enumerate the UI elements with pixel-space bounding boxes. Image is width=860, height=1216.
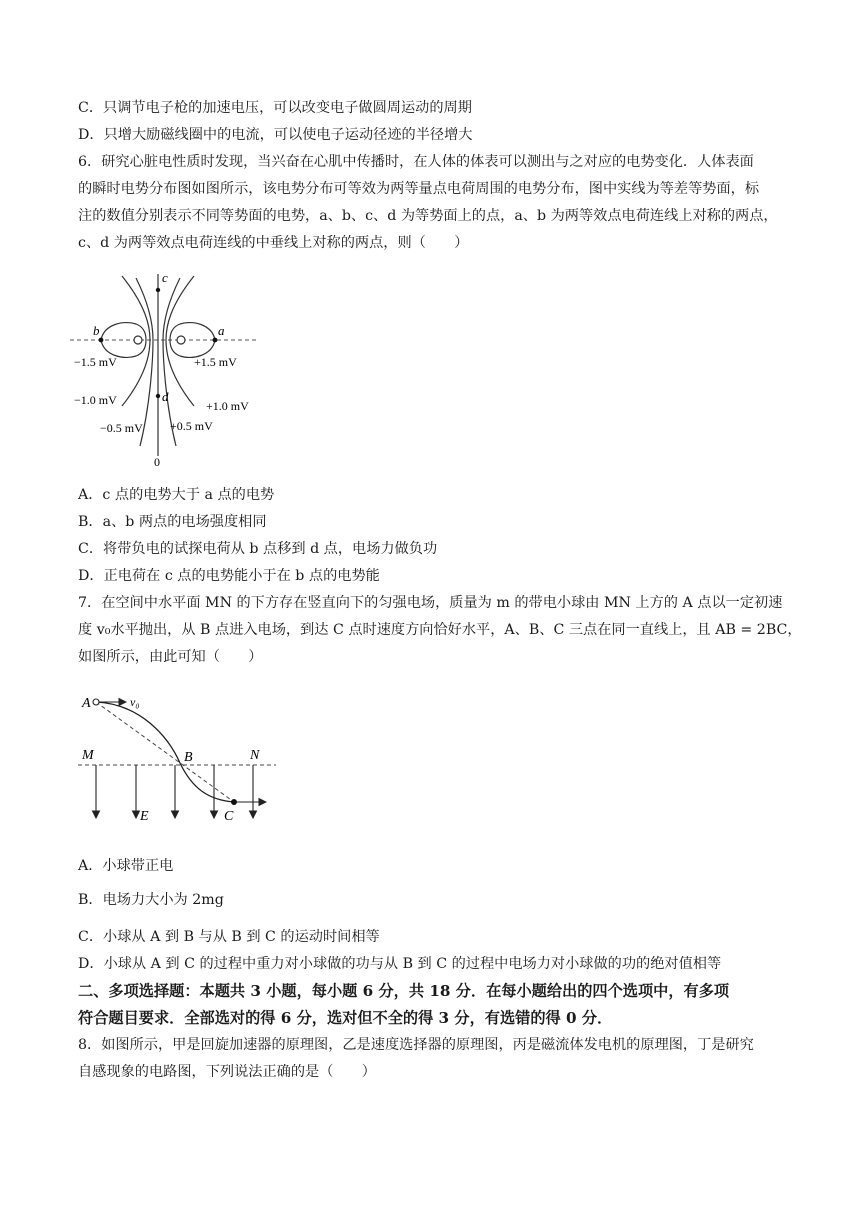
q6-option-d: D．正电荷在 c 点的电势能小于在 b 点的电势能 — [78, 568, 380, 584]
label-v0: v₀ — [130, 695, 140, 709]
label-M: M — [82, 748, 94, 763]
point-a — [213, 338, 218, 343]
label-d: d — [162, 389, 169, 404]
q6-stem-line-4: c、d 为两等效点电荷连线的中垂线上对称的两点，则（ ） — [78, 235, 469, 251]
point-c — [156, 288, 160, 292]
q7-stem-line-1: 7．在空间中水平面 MN 的下方存在竖直向下的匀强电场，质量为 m 的带电小球由 MN 上方的 A 点以一定初速 — [78, 595, 783, 611]
label-B: B — [184, 750, 193, 765]
point-d — [156, 394, 160, 398]
label-minus-1-5: −1.5 mV — [74, 355, 117, 369]
point-a — [93, 699, 99, 705]
label-C: C — [224, 809, 234, 824]
label-plus-1-0: +1.0 mV — [206, 399, 249, 413]
label-E: E — [140, 809, 149, 824]
q6-stem-line-2: 的瞬时电势分布图如图所示，该电势分布可等效为两等量点电荷周围的电势分布，图中实线为等差等势面，标 — [78, 181, 760, 197]
q5-option-c: C．只调节电子枪的加速电压，可以改变电子做圆周运动的周期 — [78, 100, 472, 116]
label-N: N — [250, 748, 260, 763]
label-plus-0-5: +0.5 mV — [170, 419, 213, 433]
equipotential-figure — [66, 266, 276, 471]
q7-option-c: C．小球从 A 到 B 与从 B 到 C 的运动时间相等 — [78, 929, 380, 945]
trajectory-figure — [70, 688, 290, 828]
q7-option-b: B．电场力大小为 2mg — [78, 892, 224, 908]
q7-stem-line-2: 度 v₀水平抛出，从 B 点进入电场，到达 C 点时速度方向恰好水平，A、B、C 三点在同一直线上，且 AB = 2BC， — [78, 622, 802, 638]
positive-charge — [177, 336, 185, 344]
q7-option-d: D．小球从 A 到 C 的过程中重力对小球做的功与从 B 到 C 的过程中电场力对小球做的功的绝对值相等 — [78, 956, 722, 972]
label-c: c — [162, 270, 168, 285]
q7-stem-line-3: 如图所示，由此可知（ ） — [78, 649, 263, 665]
label-b: b — [93, 323, 100, 338]
q6-stem-line-1: 6．研究心脏电性质时发现，当兴奋在心肌中传播时，在人体的体表可以测出与之对应的电势变化．人体表面 — [78, 154, 754, 170]
section2-heading-line-2: 符合题目要求．全部选对的得 6 分，选对但不全的得 3 分，有选错的得 0 分． — [78, 1009, 613, 1027]
label-plus-1-5: +1.5 mV — [194, 355, 237, 369]
label-A: A — [82, 696, 91, 711]
line-a-to-c — [96, 702, 234, 802]
q6-option-c: C．将带负电的试探电荷从 b 点移到 d 点，电场力做负功 — [78, 541, 438, 557]
point-b — [99, 338, 104, 343]
q6-option-a: A．c 点的电势大于 a 点的电势 — [78, 487, 275, 503]
q6-option-b: B．a、b 两点的电场强度相同 — [78, 514, 267, 530]
label-zero: 0 — [154, 455, 160, 469]
q6-stem-line-3: 注的数值分别表示不同等势面的电势，a、b、c、d 为等势面上的点，a、b 为两等效点电荷连线上对称的两点， — [78, 208, 778, 224]
negative-charge — [134, 336, 142, 344]
q8-stem-line-2: 自感现象的电路图，下列说法正确的是（ ） — [78, 1064, 376, 1080]
q8-stem-line-1: 8．如图所示，甲是回旋加速器的原理图，乙是速度选择器的原理图，丙是磁流体发电机的原理图，丁是研究 — [78, 1037, 754, 1053]
label-minus-0-5: −0.5 mV — [100, 421, 143, 435]
label-a: a — [218, 323, 225, 338]
section2-heading-line-1: 二、多项选择题：本题共 3 小题，每小题 6 分，共 18 分．在每小题给出的四个选项中，有多项 — [78, 982, 730, 1000]
q7-option-a: A．小球带正电 — [78, 858, 174, 874]
q5-option-d: D．只增大励磁线圈中的电流，可以使电子运动径迹的半径增大 — [78, 127, 473, 143]
label-minus-1-0: −1.0 mV — [74, 393, 117, 407]
